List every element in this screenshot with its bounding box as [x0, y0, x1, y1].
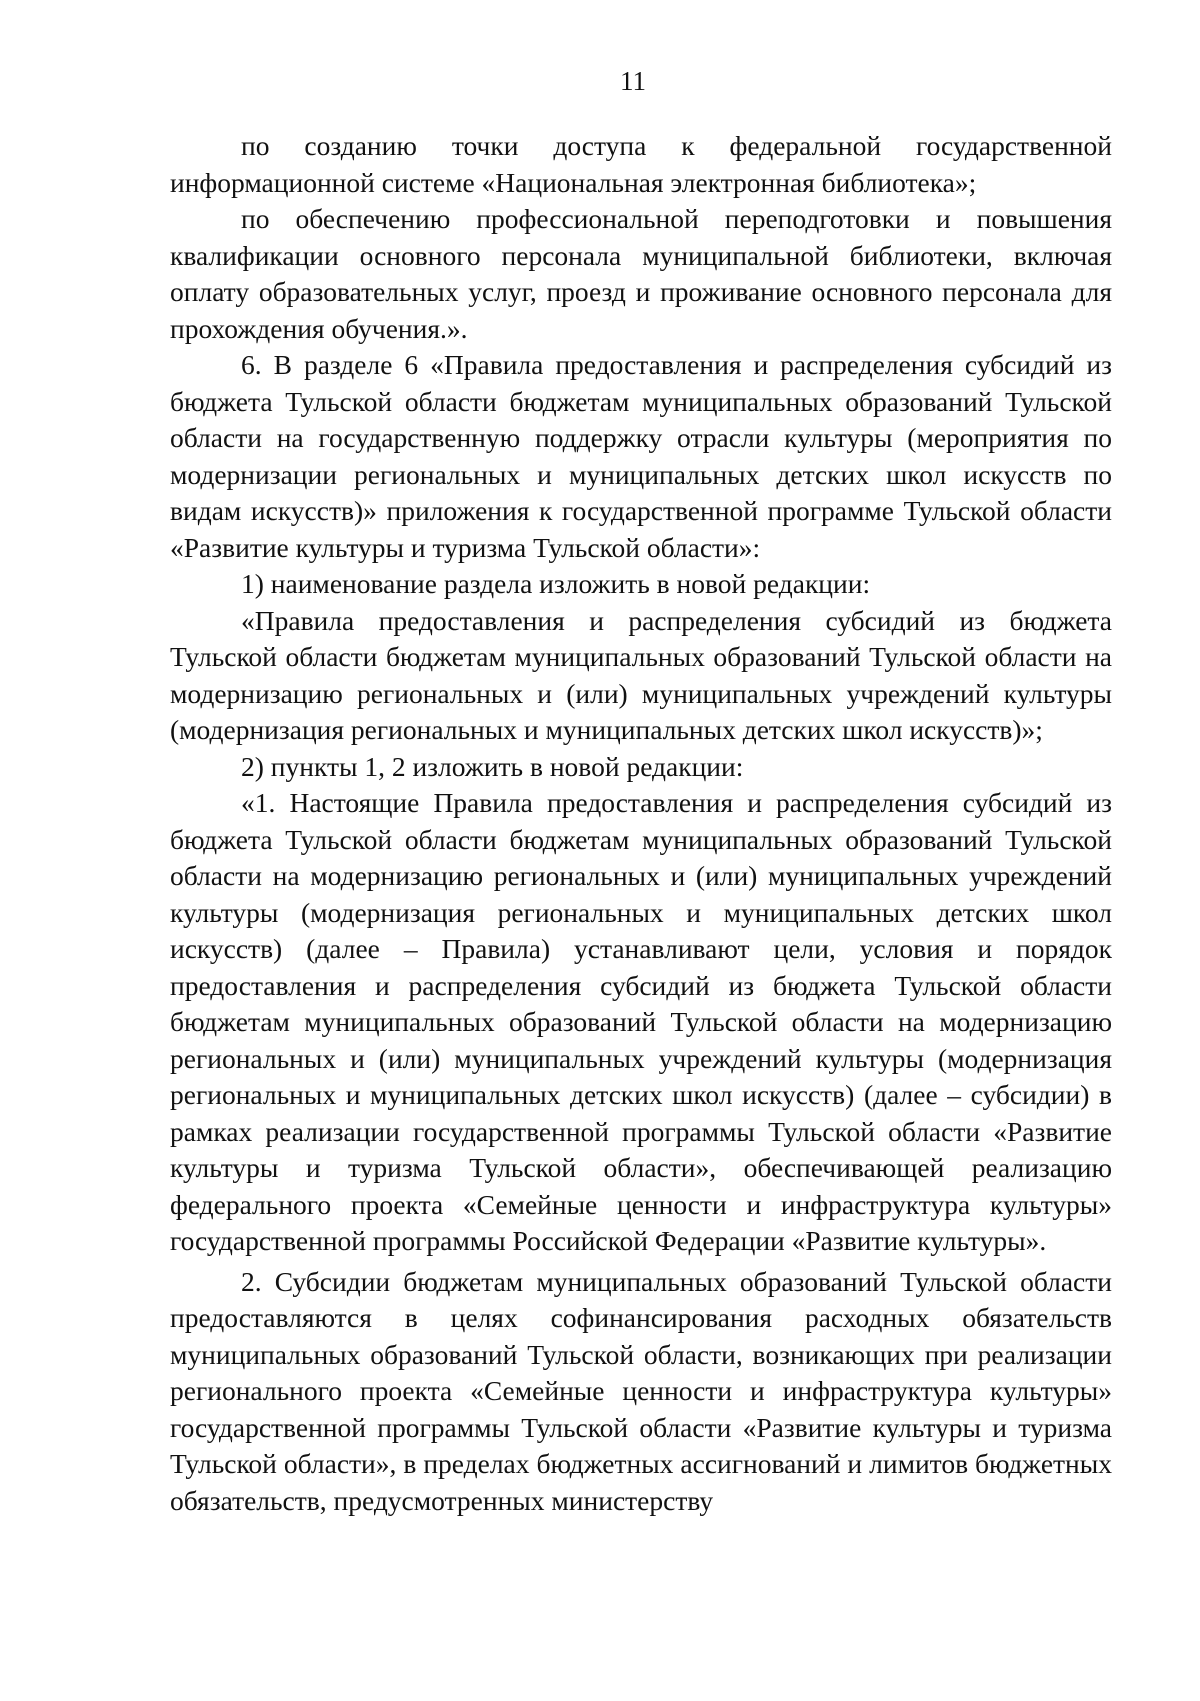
paragraph-new-section-title: «Правила предоставления и распределения субсидий из бюджета Тульской области бюджетам муниципальных образований Тульской области на модернизацию региональных и (или) муниципальных учреждений культуры (модернизация региональных и муниципальных детских школ искусств)»;	[170, 604, 1112, 745]
paragraph-rule-1: «1. Настоящие Правила предоставления и распределения субсидий из бюджета Тульской области бюджетам муниципальных образований Тульской области на модернизацию региональных и (или) муниципальных учреждений культуры (модернизация региональных и муниципальных детских школ искусств) (далее – Правила) устанавливают цели, условия и порядок предоставления и распределения субсидий из бюджета Тульской области бюджетам муниципальных образований Тульской области на модернизацию региональных и (или) муниципальных учреждений культуры (модернизация региональных и муниципальных детских школ искусств) (далее – субсидии) в рамках реализации государственной программы Тульской области «Развитие культуры и туризма Тульской области», обеспечивающей реализацию федерального проекта «Семейные ценности и инфраструктура культуры» государственной программы Российской Федерации «Развитие культуры».	[170, 787, 1112, 1256]
paragraph-library-staff-training: по обеспечению профессиональной переподготовки и повышения квалификации основного персонала муниципальной библиотеки, включая оплату образовательных услуг, проезд и проживание основного персонала для прохождения обучения.».	[170, 203, 1112, 344]
document-body	[170, 128, 1112, 1519]
paragraph-rule-2: 2. Субсидии бюджетам муниципальных образований Тульской области предоставляются в целях софинансирования расходных обязательств муниципальных образований Тульской области, возникающих при реализации регионального проекта «Семейные ценности и инфраструктура культуры» государственной программы Тульской области «Развитие культуры и туризма Тульской области», в пределах бюджетных ассигнований и лимитов бюджетных обязательств, предусмотренных министерству	[170, 1265, 1112, 1516]
paragraph-section-6-amendment: 6. В разделе 6 «Правила предоставления и распределения субсидий из бюджета Тульской области бюджетам муниципальных образований Тульской области на государственную поддержку отрасли культуры (мероприятия по модернизации региональных и муниципальных детских школ искусств по видам искусств)» приложения к государственной программе Тульской области «Развитие культуры и туризма Тульской области»:	[170, 349, 1112, 563]
paragraph-subitem-2: 2) пункты 1, 2 изложить в новой редакции:	[241, 750, 744, 782]
page-number: 11	[620, 66, 646, 96]
paragraph-nel-access-point: по созданию точки доступа к федеральной государственной информационной системе «Национальная электронная библиотека»;	[170, 130, 1112, 198]
paragraph-subitem-1: 1) наименование раздела изложить в новой редакции:	[241, 568, 871, 599]
